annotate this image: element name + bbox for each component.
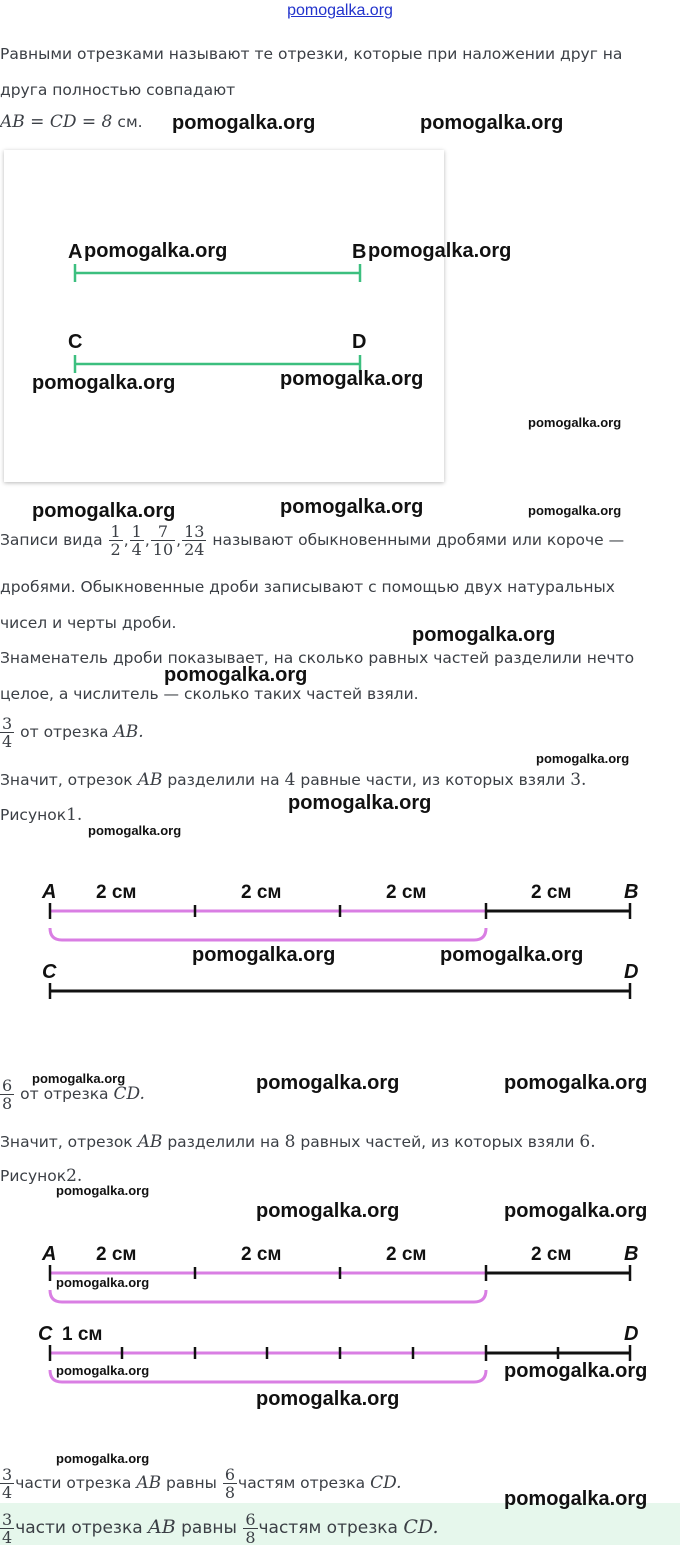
- fig1-dim-4: 2 см: [531, 882, 572, 903]
- fig1-label-d: D: [624, 961, 639, 983]
- watermark: pomogalka.org: [56, 1451, 150, 1466]
- fig1-brace: [50, 928, 486, 940]
- fig2-label-d: D: [624, 1323, 639, 1345]
- watermark: pomogalka.org: [528, 415, 622, 430]
- fractions-suffix: называют обыкновенными дробями или короче —: [212, 531, 625, 549]
- conclusion-hl-fraction-2: $\frac{6}{8}$: [245, 1509, 256, 1547]
- example1-fraction: $\frac{3}{4}$: [2, 714, 13, 751]
- figure1-caption: Рисунок1.: [0, 805, 83, 825]
- fig1-dim-2: 2 см: [241, 882, 282, 903]
- point-c-label: C: [68, 331, 83, 353]
- point-a-label: A: [68, 241, 83, 263]
- denominator-line-2: целое, а числитель — сколько таких частей взяли.: [0, 685, 419, 703]
- conclusion-hl-fraction-1: $\frac{3}{4}$: [2, 1509, 13, 1547]
- fractions-line-3: чисел и черты дроби.: [0, 614, 177, 632]
- intro-line-2: друга полностью совпадают: [0, 81, 236, 99]
- watermark: pomogalka.org: [288, 792, 432, 814]
- fig2-brace-ab: [50, 1290, 486, 1302]
- watermark: pomogalka.org: [280, 368, 424, 390]
- fraction-2: $\frac{1}{4}$: [131, 522, 142, 559]
- fig2-dim-4: 2 см: [531, 1244, 572, 1265]
- fig2-dim-3: 2 см: [386, 1244, 427, 1265]
- fig1-dim-1: 2 см: [96, 882, 137, 903]
- watermark: pomogalka.org: [504, 1488, 648, 1510]
- fractions-line-1: Записи вида $\frac{1}{2}$ , $\frac{1}{4}$ , $\frac{7}{10}$ , $\frac{13}{24}$ называют обыкновенными дробями или короче —: [0, 522, 625, 559]
- watermark: pomogalka.org: [368, 240, 512, 262]
- example1-statement: $\frac{3}{4}$ от отрезка AB.: [2, 714, 144, 751]
- watermark: pomogalka.org: [172, 112, 316, 134]
- figure-1: [0, 870, 680, 1010]
- segments-figure-card: [4, 150, 444, 482]
- watermark: pomogalka.org: [32, 372, 176, 394]
- fig2-label-c: C: [38, 1323, 53, 1345]
- watermark: pomogalka.org: [256, 1072, 400, 1094]
- example2-fraction: $\frac{6}{8}$: [2, 1076, 13, 1113]
- fig2-dim-2: 2 см: [241, 1244, 282, 1265]
- fig2-unit-dim: 1 см: [62, 1324, 103, 1345]
- fractions-line-2: дробями. Обыкновенные дроби записывают с помощью двух натуральных: [0, 578, 615, 596]
- fraction-1: $\frac{1}{2}$: [110, 522, 121, 559]
- watermark: pomogalka.org: [504, 1200, 648, 1222]
- figure2-caption: Рисунок2.: [0, 1166, 83, 1186]
- fraction-3: $\frac{7}{10}$: [152, 522, 174, 559]
- watermark: pomogalka.org: [192, 944, 336, 966]
- point-d-label: D: [352, 331, 367, 353]
- watermark: pomogalka.org: [256, 1388, 400, 1410]
- fractions-prefix: Записи вида: [0, 531, 103, 549]
- watermark: pomogalka.org: [56, 1183, 150, 1198]
- fig2-label-a: A: [42, 1243, 57, 1265]
- fig2-dim-1: 2 см: [96, 1244, 137, 1265]
- point-b-label: B: [352, 241, 367, 263]
- watermark: pomogalka.org: [88, 823, 182, 838]
- watermark: pomogalka.org: [164, 664, 308, 686]
- watermark: pomogalka.org: [84, 240, 228, 262]
- watermark: pomogalka.org: [504, 1072, 648, 1094]
- example2-statement: $\frac{6}{8}$ от отрезка CD.: [2, 1076, 145, 1113]
- conclusion-line: $\frac{3}{4}$ части отрезка AB равны $\frac{6}{8}$ частям отрезка CD.: [2, 1465, 402, 1502]
- watermark: pomogalka.org: [536, 751, 630, 766]
- equation-unit: см.: [117, 113, 143, 131]
- fig1-label-b: B: [624, 881, 639, 903]
- watermark: pomogalka.org: [412, 624, 556, 646]
- fraction-4: $\frac{13}{24}$: [184, 522, 205, 559]
- fig1-label-c: C: [42, 961, 57, 983]
- fig1-dim-3: 2 см: [386, 882, 427, 903]
- watermark: pomogalka.org: [56, 1275, 150, 1290]
- denominator-line-1: Знаменатель дроби показывает, на сколько равных частей разделили нечто: [0, 649, 635, 667]
- watermark: pomogalka.org: [440, 944, 584, 966]
- watermark: pomogalka.org: [32, 1071, 126, 1086]
- watermark: pomogalka.org: [528, 503, 622, 518]
- intro-line-1: Равными отрезками называют те отрезки, которые при наложении друг на: [0, 45, 623, 63]
- watermark: pomogalka.org: [56, 1363, 150, 1378]
- watermark: pomogalka.org: [256, 1200, 400, 1222]
- equal-segments-equation: [0, 112, 143, 132]
- example2-explain: Значит, отрезок AB разделили на 8 равных частей, из которых взяли 6.: [0, 1132, 596, 1152]
- example1-explain: Значит, отрезок AB разделили на 4 равные части, из которых взяли 3.: [0, 770, 587, 790]
- conclusion-highlight-line: $\frac{3}{4}$ части отрезка AB равны $\frac{6}{8}$ частям отрезка CD.: [2, 1509, 439, 1547]
- watermark: pomogalka.org: [420, 112, 564, 134]
- fig2-label-b: B: [624, 1243, 639, 1265]
- segments-figure: [4, 150, 444, 482]
- watermark: pomogalka.org: [280, 496, 424, 518]
- fig1-label-a: A: [42, 881, 57, 903]
- watermark: pomogalka.org: [32, 500, 176, 522]
- conclusion-fraction-1: $\frac{3}{4}$: [2, 1465, 13, 1502]
- site-link[interactable]: pomogalka.org: [287, 2, 393, 19]
- equation-math: AB = CD = 8: [0, 112, 113, 132]
- watermark: pomogalka.org: [504, 1360, 648, 1382]
- conclusion-fraction-2: $\frac{6}{8}$: [224, 1465, 236, 1502]
